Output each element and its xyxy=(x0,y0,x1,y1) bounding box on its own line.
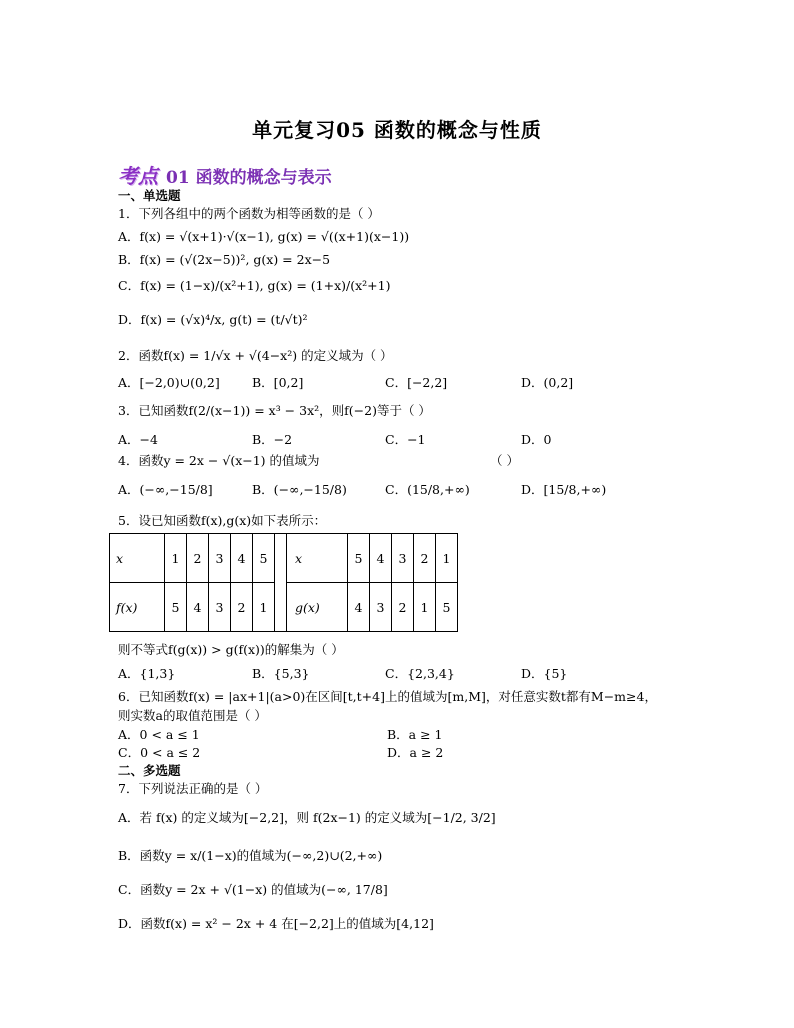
table-cell: 3 xyxy=(392,534,414,583)
table-cell: 5 xyxy=(436,583,458,632)
q7-option-c: C．函数y = 2x + √(1−x) 的值域为(−∞, 17/8] xyxy=(118,882,388,897)
table-cell: 1 xyxy=(165,534,187,583)
q7-option-d: D．函数f(x) = x² − 2x + 4 在[−2,2]上的值域为[4,12] xyxy=(118,916,434,931)
f-y-label: f(x) xyxy=(110,583,165,632)
q3-option-b: B．−2 xyxy=(252,432,293,447)
table-cell: 3 xyxy=(370,583,392,632)
f-x-label: x xyxy=(110,534,165,583)
q3-option-c: C．−1 xyxy=(385,432,426,447)
q4-option-b: B．(−∞,−15/8) xyxy=(252,482,347,497)
table-cell: 5 xyxy=(253,534,275,583)
q5-option-d: D．{5} xyxy=(521,666,568,681)
table-cell: 4 xyxy=(348,583,370,632)
q2-option-d: D．(0,2] xyxy=(521,375,574,390)
q6-option-a: A．0 < a ≤ 1 xyxy=(118,727,200,742)
q4-option-a: A．(−∞,−15/8] xyxy=(118,482,213,497)
table-cell: 2 xyxy=(392,583,414,632)
q1-option-c: C．f(x) = (1−x)/(x²+1), g(x) = (1+x)/(x²+1) xyxy=(118,278,391,293)
function-value-table xyxy=(109,533,458,632)
page-title: 单元复习05 函数的概念与性质 xyxy=(252,118,542,142)
q5-stem: 5．设已知函数f(x),g(x)如下表所示： xyxy=(118,513,327,528)
q5-option-b: B．{5,3} xyxy=(252,666,310,681)
q6-option-d: D．a ≥ 2 xyxy=(387,745,444,760)
table-cell: 2 xyxy=(231,583,253,632)
q4-option-c: C．(15/8,+∞) xyxy=(385,482,470,497)
g-y-label: g(x) xyxy=(287,583,348,632)
table-cell: 2 xyxy=(187,534,209,583)
q5-question: 则不等式f(g(x)) > g(f(x))的解集为（ ） xyxy=(118,642,344,657)
q3-option-d: D．0 xyxy=(521,432,552,447)
topic-tag: 考点 xyxy=(118,164,158,188)
q6-stem: 6．已知函数f(x) = |ax+1|(a>0)在区间[t,t+4]上的值域为[m,M]，对任意实数t都有M−m≥4， xyxy=(118,689,657,704)
table-row xyxy=(110,534,458,583)
q1-option-d: D．f(x) = (√x)⁴/x, g(t) = (t/√t)² xyxy=(118,312,308,327)
g-x-label: x xyxy=(287,534,348,583)
q2-option-b: B．[0,2] xyxy=(252,375,304,390)
q6-stem-continued: 则实数a的取值范围是（ ） xyxy=(118,708,267,723)
q2-option-c: C．[−2,2] xyxy=(385,375,448,390)
table-cell: 2 xyxy=(414,534,436,583)
q7-option-a: A．若 f(x) 的定义域为[−2,2]，则 f(2x−1) 的定义域为[−1/2, 3/2] xyxy=(118,810,496,825)
q2-stem: 2．函数f(x) = 1/√x + √(4−x²) 的定义域为（ ） xyxy=(118,348,393,363)
table-cell: 4 xyxy=(231,534,253,583)
section-single-choice: 一、单选题 xyxy=(118,188,181,203)
q3-option-a: A．−4 xyxy=(118,432,158,447)
table-cell: 1 xyxy=(253,583,275,632)
q1-option-b: B．f(x) = (√(2x−5))², g(x) = 2x−5 xyxy=(118,252,331,267)
q4-option-d: D．[15/8,+∞) xyxy=(521,482,607,497)
table-cell: 1 xyxy=(414,583,436,632)
topic-text: 01 函数的概念与表示 xyxy=(166,168,332,188)
table-cell: 3 xyxy=(209,534,231,583)
table-cell: 5 xyxy=(165,583,187,632)
table-cell: 1 xyxy=(436,534,458,583)
table-cell: 4 xyxy=(187,583,209,632)
table-cell: 3 xyxy=(209,583,231,632)
q3-stem: 3．已知函数f(2/(x−1)) = x³ − 3x²，则f(−2)等于（ ） xyxy=(118,403,431,418)
q2-option-a: A．[−2,0)∪(0,2] xyxy=(118,375,220,390)
section-multiple-choice: 二、多选题 xyxy=(118,763,181,778)
q5-option-c: C．{2,3,4} xyxy=(385,666,455,681)
q4-answer-paren: （ ） xyxy=(490,453,519,468)
q5-option-a: A．{1,3} xyxy=(118,666,176,681)
q4-stem: 4．函数y = 2x − √(x−1) 的值域为 xyxy=(118,453,320,468)
q6-option-c: C．0 < a ≤ 2 xyxy=(118,745,201,760)
topic-heading xyxy=(118,160,332,189)
table-cell: 5 xyxy=(348,534,370,583)
q1-stem: 1．下列各组中的两个函数为相等函数的是（ ） xyxy=(118,206,380,221)
table-divider xyxy=(275,534,287,632)
table-cell: 4 xyxy=(370,534,392,583)
q7-option-b: B．函数y = x/(1−x)的值域为(−∞,2)∪(2,+∞) xyxy=(118,848,383,863)
q1-option-a: A．f(x) = √(x+1)·√(x−1), g(x) = √((x+1)(x−1)) xyxy=(118,229,410,244)
q7-stem: 7．下列说法正确的是（ ） xyxy=(118,781,268,796)
q6-option-b: B．a ≥ 1 xyxy=(387,727,443,742)
